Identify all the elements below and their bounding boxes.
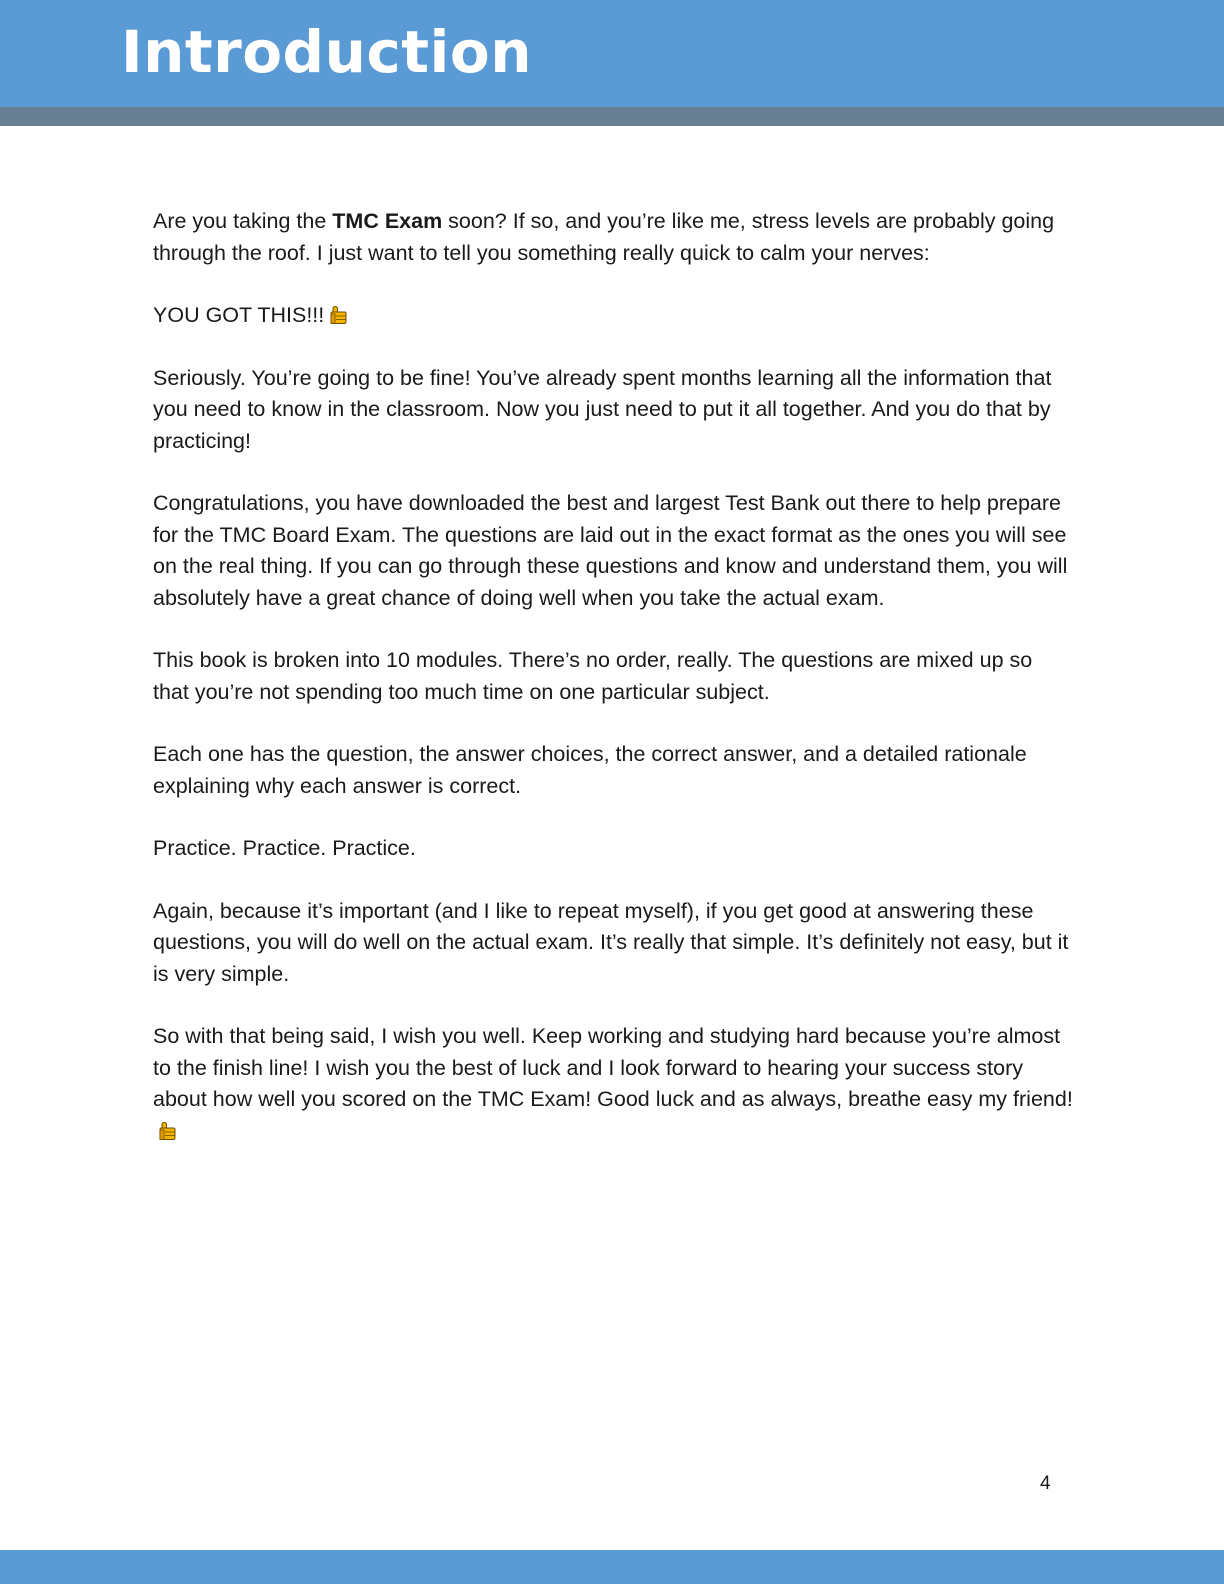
exam-name-bold: TMC Exam (332, 209, 443, 233)
intro-text-end: soon? If so, and you’re like me, stress levels are probably going through the roof. I just want to tell you something really quick to calm your nerves: (153, 209, 1055, 265)
header-divider (0, 107, 1224, 126)
practice-paragraph: Practice. Practice. Practice. (153, 836, 416, 860)
page-number: 4 (1040, 1473, 1051, 1494)
thumbs-up-icon (330, 306, 347, 324)
thumbs-up-icon (159, 1122, 176, 1140)
question-format-paragraph: Each one has the question, the answer choices, the correct answer, and a detailed rationale explaining why each answer is correct. (153, 742, 1027, 798)
importance-paragraph: Again, because it’s important (and I like to repeat myself), if you get good at answering these questions, you will do well on the actual exam. It’s really that simple. It’s definitely not easy, but it is very simple. (153, 898, 1069, 986)
encouragement-text: YOU GOT THIS!!! (153, 303, 325, 327)
intro-paragraph (153, 206, 1073, 269)
body-text (153, 206, 1073, 1178)
encouragement-paragraph (153, 300, 1073, 332)
header-band (0, 0, 1224, 107)
intro-text-start: Are you taking the (153, 209, 333, 233)
reassurance-paragraph: Seriously. You’re going to be fine! You’ve already spent months learning all the information that you need to know in the classroom. Now you just need to put it all together. And you do that by practicing! (153, 365, 1052, 453)
page-title: Introduction (121, 18, 532, 86)
footer-band (0, 1550, 1224, 1584)
congratulations-paragraph: Congratulations, you have downloaded the best and largest Test Bank out there to help prepare for the TMC Board Exam. The questions are laid out in the exact format as the ones you will see on the real thing. If you can go through these questions and know and understand them, you will absolutely have a great chance of doing well when you take the actual exam. (153, 491, 1068, 610)
closing-text: So with that being said, I wish you well. Keep working and studying hard because you’re almost to the finish line! I wish you the best of luck and I look forward to hearing your success story about how well you scored on the TMC Exam! Good luck and as always, breathe easy my friend! (153, 1024, 1073, 1111)
modules-paragraph: This book is broken into 10 modules. There’s no order, really. The questions are mixed up so that you’re not spending too much time on one particular subject. (153, 648, 1033, 704)
closing-paragraph (153, 1021, 1073, 1147)
